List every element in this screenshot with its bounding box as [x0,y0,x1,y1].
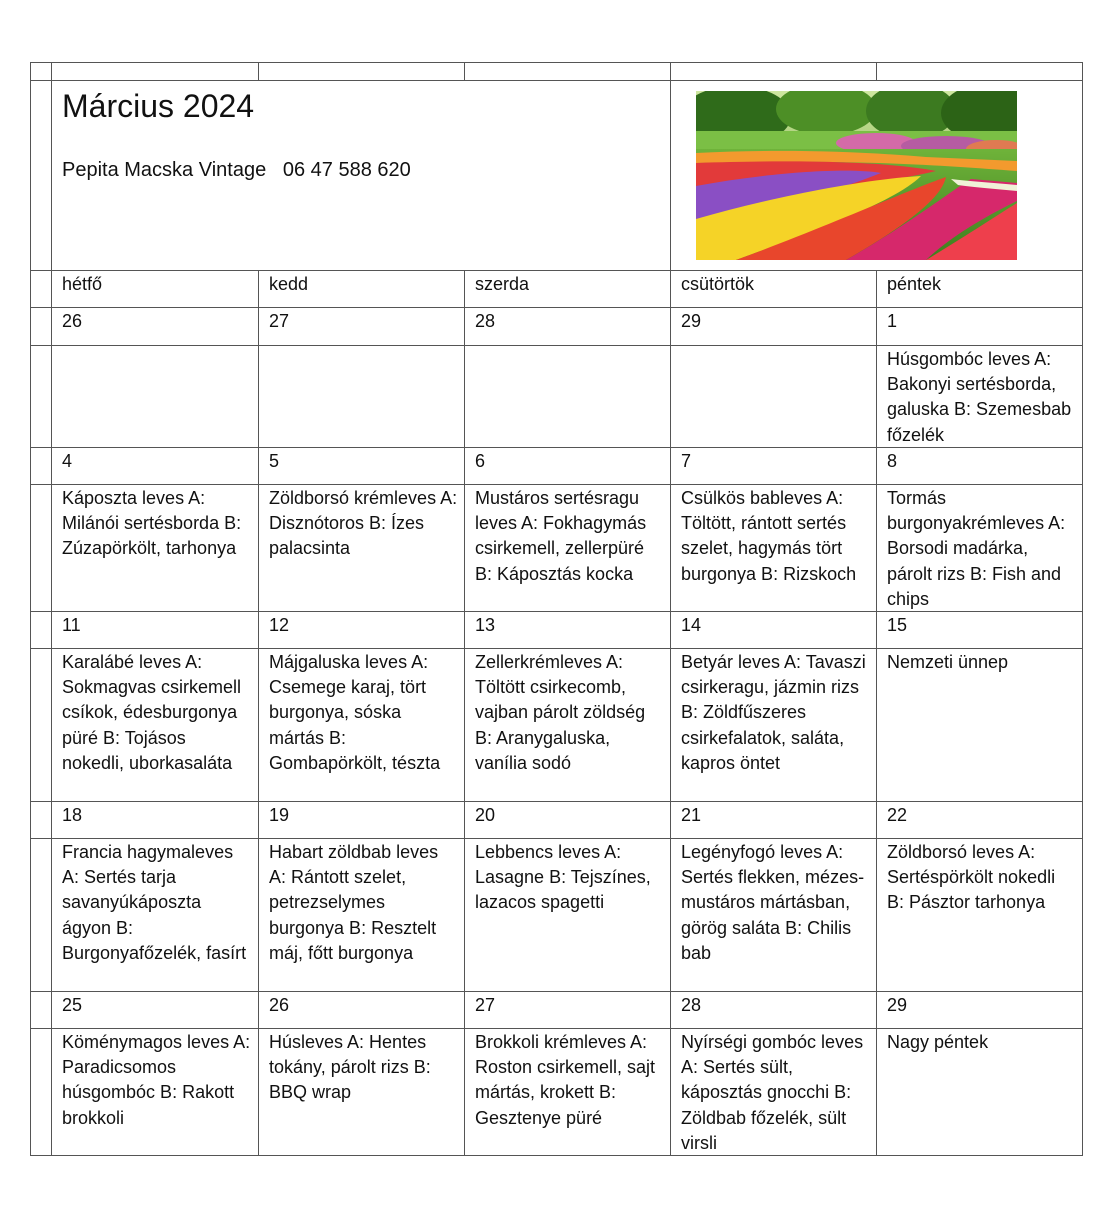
date-cell: 18 [62,805,83,825]
menu-cell: Lebbencs leves A: Lasagne B: Tejszínes, lazacos spagetti [475,842,651,913]
page-title: Március 2024 [62,88,255,124]
grid-line [258,62,259,80]
menu-cell [258,347,464,446]
date-cell: 27 [475,995,496,1015]
grid-line [30,1155,1083,1156]
grid-line [30,270,1083,271]
day-header-thursday: csütörtök [681,274,755,294]
date-cell: 25 [62,995,83,1015]
menu-cell: Tormás burgonyakrémleves A: Borsodi madárka, párolt rizs B: Fish and chips [887,488,1066,609]
date-cell: 28 [681,995,702,1015]
date-cell: 22 [887,805,908,825]
grid-line [30,345,1083,346]
grid-line [30,611,1083,612]
date-cell: 29 [681,311,702,331]
shop-phone: 06 47 588 620 [282,159,411,181]
day-header-tuesday: kedd [269,274,309,294]
menu-cell: Francia hagymaleves A: Sertés tarja savanyúkáposzta ágyon B: Burgonyafőzelék, fasírt [62,842,247,963]
date-cell: 14 [681,615,702,635]
menu-cell: Nyírségi gombóc leves A: Sertés sült, káposztás gnocchi B: Zöldbab főzelék, sült virsli [681,1032,864,1153]
menu-cell: Csülkös bableves A: Töltött, rántott sertés szelet, hagymás tört burgonya B: Rizskoch [681,488,857,584]
menu-cell: Húsgombóc leves A: Bakonyi sertésborda, galuska B: Szemesbab főzelék [887,349,1072,445]
menu-cell: Zöldborsó krémleves A: Disznótoros B: Ízes palacsinta [269,488,458,559]
date-cell: 21 [681,805,702,825]
date-cell: 28 [475,311,496,331]
date-cell: 27 [269,311,290,331]
menu-cell: Habart zöldbab leves A: Rántott szelet, petrezselymes burgonya B: Resztelt máj, főtt burgonya [269,842,439,963]
date-cell: 7 [681,451,692,471]
date-cell: 5 [269,451,280,471]
grid-line [30,484,1083,485]
grid-line [30,991,1083,992]
grid-line [30,447,1083,448]
date-cell: 26 [62,311,83,331]
date-cell: 15 [887,615,908,635]
menu-cell: Köménymagos leves A: Paradicsomos húsgombóc B: Rakott brokkoli [62,1032,251,1128]
grid-line [30,307,1083,308]
menu-cell: Brokkoli krémleves A: Roston csirkemell, sajt mártás, krokett B: Gesztenye püré [475,1032,656,1128]
menu-cell: Nemzeti ünnep [887,652,1009,672]
date-cell: 26 [269,995,290,1015]
menu-cell: Nagy péntek [887,1032,989,1052]
day-header-monday: hétfő [62,274,103,294]
date-cell: 4 [62,451,73,471]
menu-cell: Betyár leves A: Tavaszi csirkeragu, jázmin rizs B: Zöldfűszeres csirkefalatok, saláta, kapros öntet [681,652,866,773]
date-cell: 13 [475,615,496,635]
date-cell: 19 [269,805,290,825]
date-cell: 8 [887,451,898,471]
grid-line [30,62,1083,63]
menu-cell [464,347,670,446]
menu-cell: Májgaluska leves A: Csemege karaj, tört burgonya, sóska mártás B: Gombapörkölt, tészta [269,652,441,773]
menu-cell: Káposzta leves A: Milánói sertésborda B: Zúzapörkölt, tarhonya [62,488,242,559]
grid-line [876,62,877,80]
date-cell: 12 [269,615,290,635]
date-cell: 20 [475,805,496,825]
date-cell: 11 [62,615,81,635]
menu-cell: Karalábé leves A: Sokmagvas csirkemell csíkok, édesburgonya püré B: Tojásos nokedli, uborkasaláta [62,652,242,773]
grid-line [464,62,465,80]
grid-line [30,648,1083,649]
tulip-field-photo [696,91,1017,260]
menu-cell [51,347,258,446]
grid-line [30,838,1083,839]
day-header-wednesday: szerda [475,274,530,294]
date-cell: 1 [887,311,898,331]
grid-line [30,801,1083,802]
grid-line [30,80,1083,81]
menu-cell: Zellerkrémleves A: Töltött csirkecomb, vajban párolt zöldség B: Aranygaluska, vanília sodó [475,652,646,773]
date-cell: 29 [887,995,908,1015]
grid-line [30,1028,1083,1029]
menu-cell: Mustáros sertésragu leves A: Fokhagymás csirkemell, zellerpüré B: Káposztás kocka [475,488,647,584]
menu-cell: Zöldborsó leves A: Sertéspörkölt nokedli B: Pásztor tarhonya [887,842,1056,913]
shop-name: Pepita Macska Vintage [62,159,267,181]
shop-contact [62,156,411,184]
day-header-friday: péntek [887,274,942,294]
menu-cell: Húsleves A: Hentes tokány, párolt rizs B: BBQ wrap [269,1032,431,1103]
menu-cell: Legényfogó leves A: Sertés flekken, mézes-mustáros mártásban, görög saláta B: Chilis bab [681,842,865,963]
menu-cell [670,347,876,446]
date-cell: 6 [475,451,486,471]
